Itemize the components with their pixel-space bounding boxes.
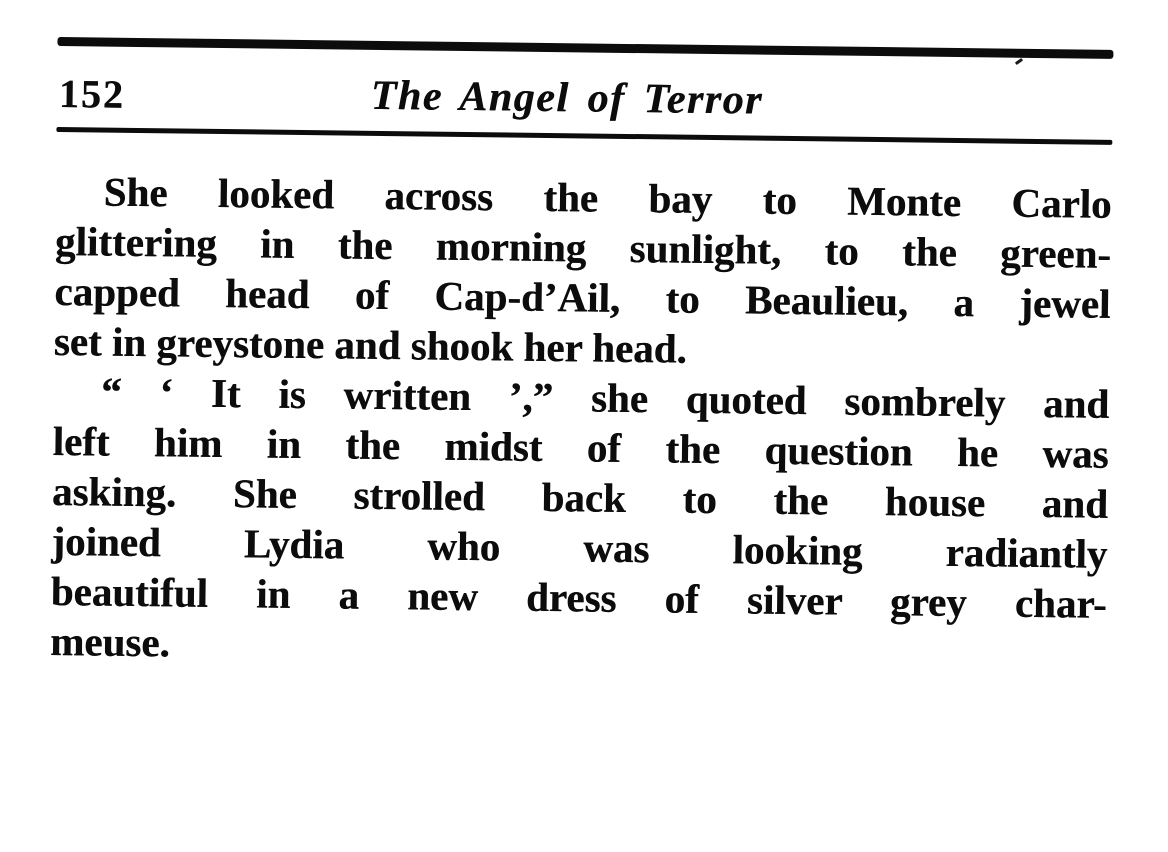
running-title: The Angel of Terror [370, 72, 764, 124]
body-line: She looked across the bay to Monte Carlo [103, 168, 1112, 227]
body-text [50, 166, 1112, 679]
page-number: 152 [58, 71, 126, 117]
body-line: left him in the midst of the question he was [52, 417, 1109, 477]
body-line: joined Lydia who was looking radiantly [51, 517, 1108, 577]
paragraph [54, 166, 1112, 379]
body-line: capped head of Cap-d’Ail, to Beaulieu, a jewel [54, 267, 1111, 327]
page-header [57, 66, 1114, 131]
body-line: glittering in the morning sunlight, to the green- [54, 217, 1112, 277]
body-line: beautiful in a new dress of silver grey char- [50, 567, 1107, 627]
top-rule-divider [57, 37, 1113, 59]
body-line: “ ‘ It is written ’,” she quoted sombrely and [100, 368, 1110, 427]
body-line: set in greystone and shook her head. [53, 317, 688, 372]
body-line: meuse. [49, 617, 171, 666]
scanned-content [48, 0, 1114, 852]
body-line: asking. She strolled back to the house and [51, 467, 1109, 527]
paragraph [50, 366, 1110, 679]
header-rule-divider [56, 127, 1112, 145]
